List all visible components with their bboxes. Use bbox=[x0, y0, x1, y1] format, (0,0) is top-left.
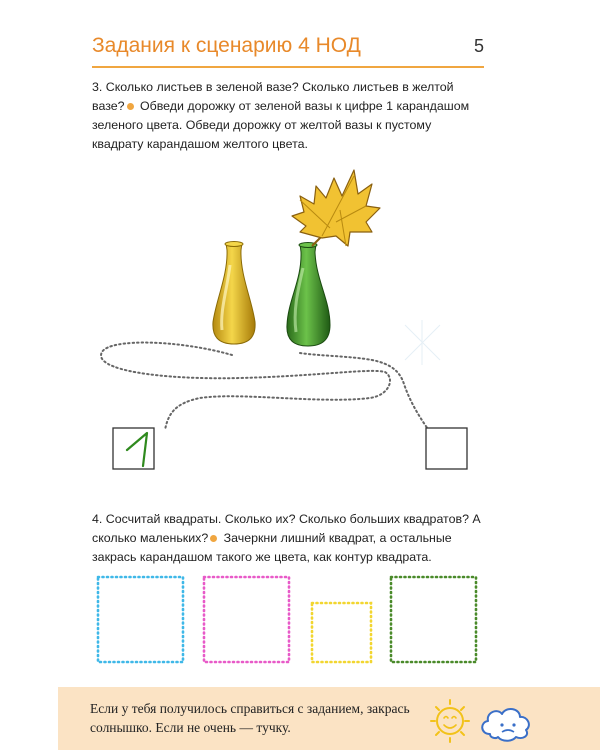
task-4-instruction: Зачеркни лишний квадрат, а остальные закрась карандашом такого же цвета, как контур квадрата. bbox=[92, 531, 452, 564]
bullet-dot-icon bbox=[210, 535, 217, 542]
task-4-text bbox=[92, 510, 484, 567]
footer-text: Если у тебя получилось справиться с заданием, закрась солнышко. Если не очень — тучку. bbox=[90, 701, 410, 735]
yellow-vase bbox=[213, 242, 255, 345]
empty-square-box[interactable] bbox=[426, 428, 467, 469]
green-vase bbox=[287, 243, 330, 347]
square-yellow-small[interactable] bbox=[312, 603, 371, 662]
square-pink-big[interactable] bbox=[204, 577, 289, 662]
square-green-big[interactable] bbox=[391, 577, 476, 662]
cloud-icon[interactable] bbox=[482, 709, 529, 741]
maple-leaf-icon bbox=[292, 170, 380, 246]
task-4-question: 4. Сосчитай квадраты. Сколько их? Сколько больших квадратов? А сколько маленьких? bbox=[92, 512, 481, 545]
page-title: Задания к сценарию 4 НОД bbox=[92, 34, 361, 57]
page-number: 5 bbox=[473, 35, 484, 56]
dotted-path-yellow-vase[interactable] bbox=[101, 343, 390, 430]
digit-one-box[interactable] bbox=[113, 428, 154, 469]
square-blue-big[interactable] bbox=[98, 577, 183, 662]
snowflake-icon bbox=[405, 320, 440, 365]
sun-icon[interactable] bbox=[431, 700, 469, 742]
dotted-path-green-vase[interactable] bbox=[300, 353, 430, 432]
self-assessment-icons bbox=[428, 690, 548, 750]
task-3-question: 3. Сколько листьев в зеленой вазе? Сколько листьев в желтой вазе? bbox=[92, 80, 454, 113]
task-3-instruction: Обведи дорожку от зеленой вазы к цифре 1 карандашом зеленого цвета. Обведи дорожку от желтой вазы к пустому квадрату карандашом желтого цвета. bbox=[92, 99, 470, 151]
footer-banner bbox=[58, 687, 600, 750]
